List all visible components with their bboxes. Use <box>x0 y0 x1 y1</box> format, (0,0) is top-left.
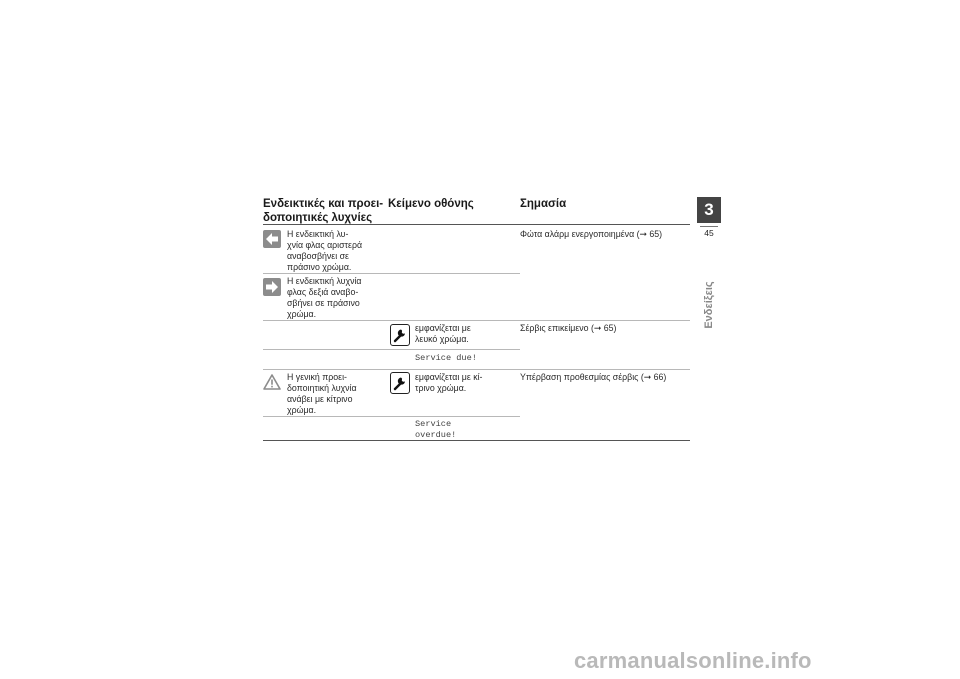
row-divider <box>263 320 690 321</box>
table-bottom-rule <box>263 440 690 441</box>
display-service-due-color: εμφανίζεται με λευκό χρώμα. <box>415 323 471 344</box>
lamp-right-signal-text: Η ενδεικτική λυχνία φλας δεξιά αναβο- σβήνει σε πράσινο χρώμα. <box>287 276 362 319</box>
header-rule <box>263 224 690 225</box>
chapter-title: Ενδείξεις <box>703 281 715 329</box>
meaning-service-overdue: Υπέρβαση προθεσμίας σέρβις (➞ 66) <box>520 372 667 382</box>
warning-triangle-icon <box>263 373 281 391</box>
meaning-hazard-lights: Φώτα αλάρμ ενεργοποιημένα (➞ 65) <box>520 229 663 239</box>
lamp-general-warning-text: Η γενική προει- δοποιητική λυχνία ανάβει με κίτρινο χρώμα. <box>287 372 357 415</box>
wrench-icon <box>390 372 410 394</box>
wrench-icon <box>390 324 410 346</box>
display-service-overdue-color: εμφανίζεται με κί- τρινο χρώμα. <box>415 372 483 393</box>
row-divider <box>263 273 520 274</box>
row-divider <box>263 349 520 350</box>
display-code-service-overdue: Service overdue! <box>415 419 457 440</box>
header-lamps: Ενδεικτικές και προει- δοποιητικές λυχνίες <box>263 198 384 224</box>
chapter-divider <box>700 226 718 227</box>
row-divider <box>263 416 520 417</box>
chapter-number: 3 <box>697 197 721 223</box>
meaning-service-due: Σέρβις επικείμενο (➞ 65) <box>520 323 617 333</box>
header-meaning: Σημασία <box>520 198 567 210</box>
watermark: carmanualsonline.info <box>574 648 812 673</box>
right-arrow-icon <box>263 278 281 296</box>
row-divider <box>263 369 690 370</box>
page-number: 45 <box>704 228 714 238</box>
lamp-left-signal-text: Η ενδεικτική λυ- χνία φλας αριστερά αναβοσβήνει σε πράσινο χρώμα. <box>287 229 363 272</box>
header-display-text: Κείμενο οθόνης <box>388 198 474 210</box>
display-code-service-due: Service due! <box>415 353 477 363</box>
left-arrow-icon <box>263 230 281 248</box>
